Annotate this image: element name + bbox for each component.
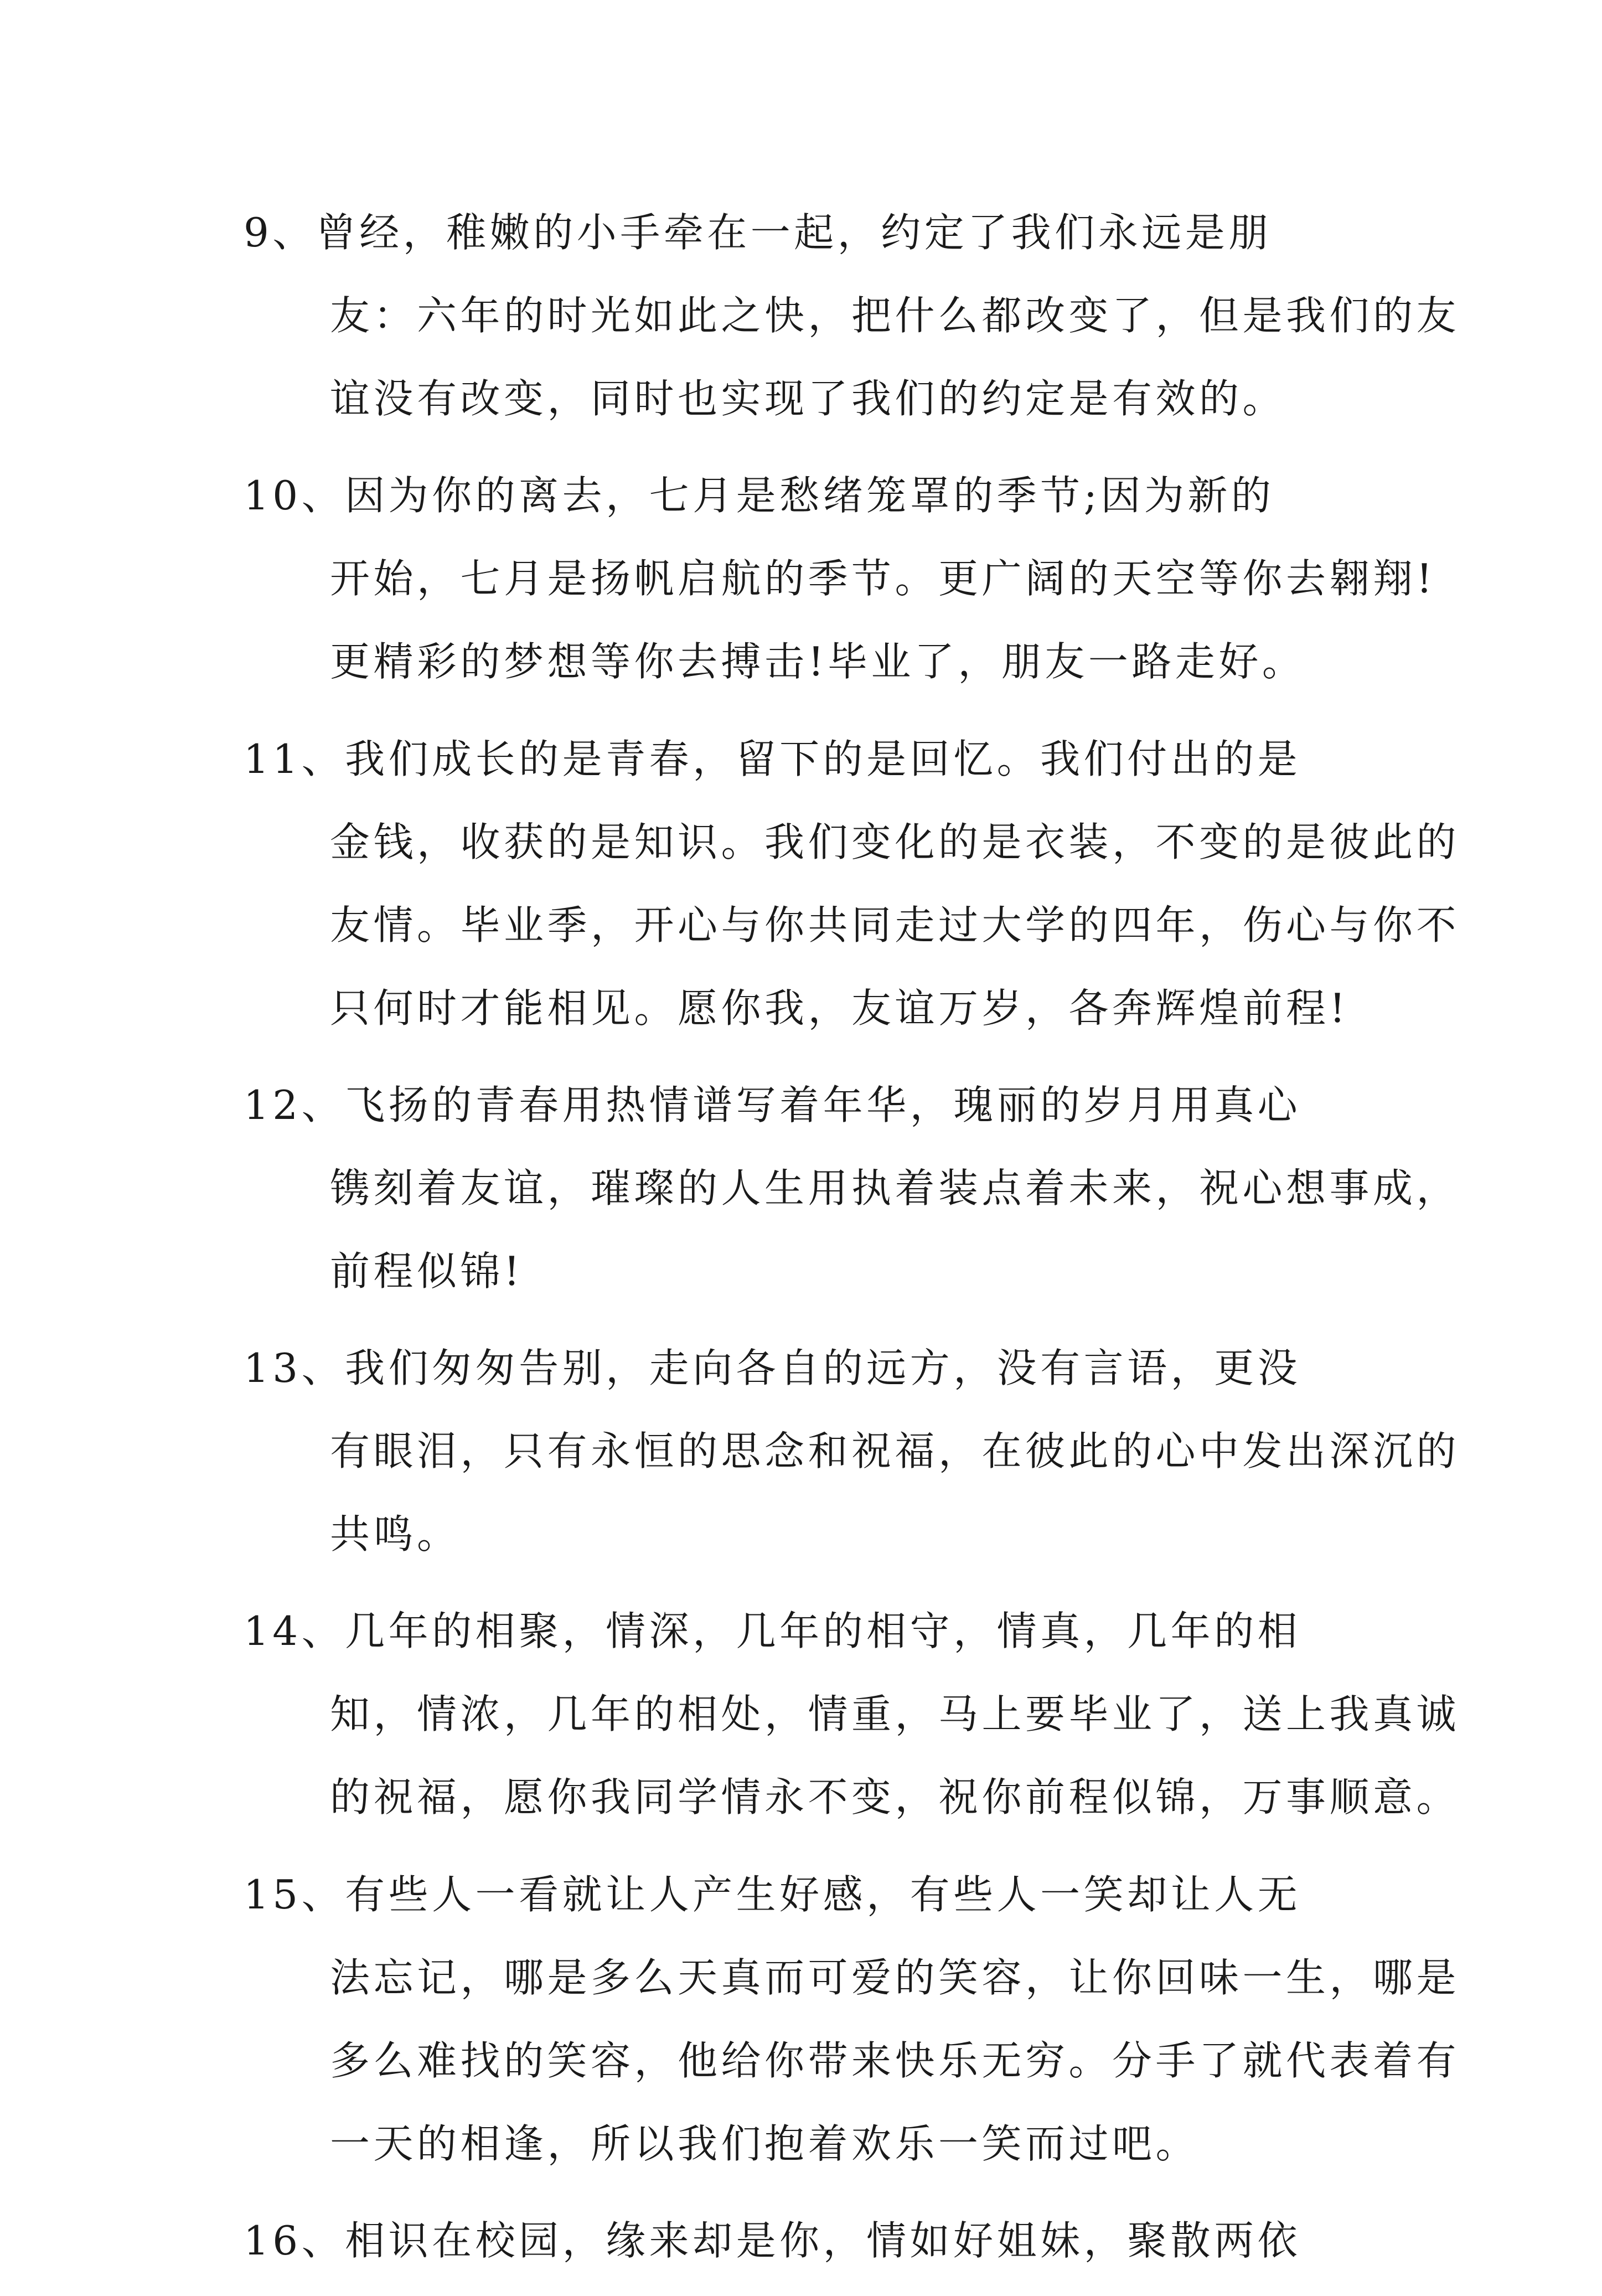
text-line: 金钱，收获的是知识。我们变化的是衣装，不变的是彼此的	[330, 818, 1460, 865]
paragraph-9	[244, 191, 1460, 440]
text-line: 10、因为你的离去，七月是愁绪笼罩的季节;因为新的	[244, 472, 1275, 519]
text-line: 友情。毕业季，开心与你共同走过大学的四年，伤心与你不	[330, 901, 1460, 948]
paragraph-10	[244, 454, 1436, 703]
paragraph-12	[244, 1064, 1460, 1313]
paragraph-15	[244, 1853, 1460, 2185]
text-line: 知，情浓，几年的相处，情重，马上要毕业了，送上我真诚	[330, 1691, 1460, 1738]
text-line: 一天的相逢，所以我们抱着欢乐一笑而过吧。	[330, 2120, 1200, 2167]
text-line: 的祝福，愿你我同学情永不变，祝你前程似锦，万事顺意。	[330, 1774, 1460, 1821]
text-line: 13、我们匆匆告别，走向各自的远方，没有言语，更没	[244, 1345, 1301, 1392]
text-line: 有眼泪，只有永恒的思念和祝福，在彼此的心中发出深沉的	[330, 1428, 1460, 1475]
paragraph-11	[244, 718, 1460, 1050]
text-line: 前程似锦!	[330, 1247, 524, 1294]
text-line: 12、飞扬的青春用热情谱写着年华，瑰丽的岁月用真心	[244, 1081, 1301, 1128]
text-line: 法忘记，哪是多么天真而可爱的笑容，让你回味一生，哪是	[330, 1954, 1460, 2001]
text-line: 14、几年的相聚，情深，几年的相守，情真，几年的相	[244, 1608, 1301, 1655]
text-line: 11、我们成长的是青春，留下的是回忆。我们付出的是	[244, 735, 1301, 782]
document-body	[244, 191, 1460, 2296]
text-line: 9、曾经，稚嫩的小手牵在一起，约定了我们永远是朋	[244, 209, 1272, 256]
paragraph-16	[244, 2199, 1366, 2282]
text-line: 15、有些人一看就让人产生好感，有些人一笑却让人无	[244, 1871, 1301, 1918]
paragraph-14	[244, 1590, 1460, 1839]
paragraph-13	[244, 1327, 1460, 1576]
text-line: 镌刻着友谊，璀璨的人生用执着装点着未来，祝心想事成，	[330, 1164, 1460, 1211]
text-line: 友：六年的时光如此之快，把什么都改变了，但是我们的友	[330, 292, 1460, 339]
text-line: 16、相识在校园，缘来却是你，情如好姐妹，聚散两依	[244, 2217, 1301, 2264]
text-line: 多么难找的笑容，他给你带来快乐无穷。分手了就代表着有	[330, 2037, 1460, 2084]
text-line: 更精彩的梦想等你去搏击!毕业了，朋友一路走好。	[330, 638, 1306, 685]
text-line: 谊没有改变，同时也实现了我们的约定是有效的。	[330, 375, 1286, 422]
text-line: 只何时才能相见。愿你我，友谊万岁，各奔辉煌前程!	[330, 984, 1349, 1031]
text-line: 开始，七月是扬帆启航的季节。更广阔的天空等你去翱翔!	[330, 555, 1436, 602]
text-line: 共鸣。	[330, 1511, 461, 1558]
